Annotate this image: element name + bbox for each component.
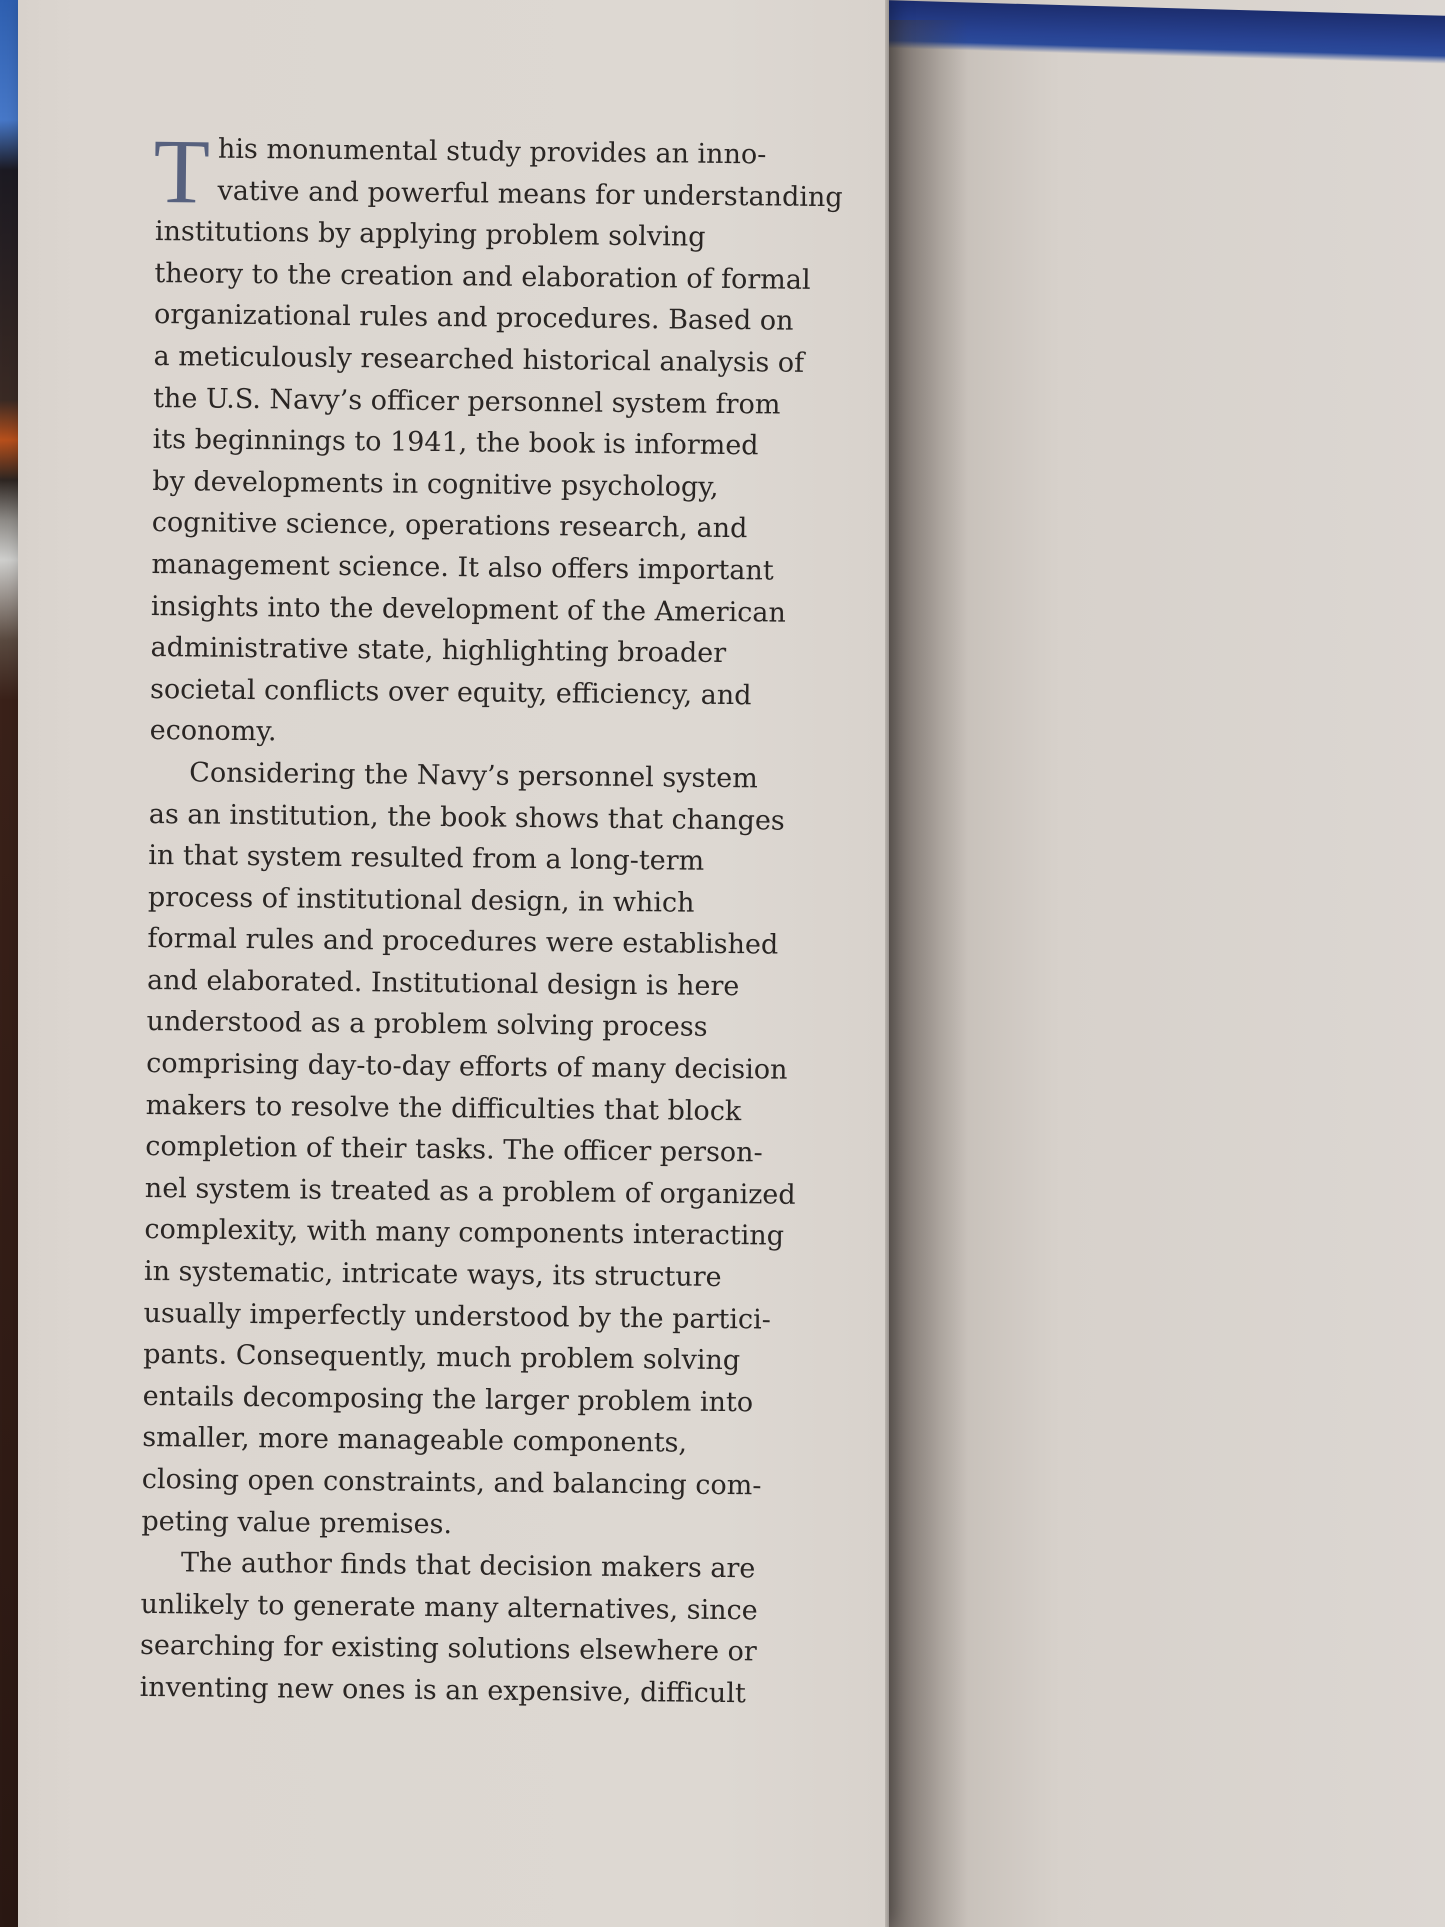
text-line: organizational rules and procedures. Based on <box>153 299 794 338</box>
text-line: complexity, with many components interacting <box>144 1214 785 1253</box>
text-line: inventing new ones is an expensive, difficult <box>139 1671 746 1710</box>
text-line: process of institutional design, in which <box>147 881 695 919</box>
drop-cap: T <box>153 119 211 223</box>
text-line: makers to resolve the difficulties that block <box>145 1089 742 1127</box>
text-line: nel system is treated as a problem of organized <box>144 1172 796 1211</box>
text-line: usually imperfectly understood by the partici- <box>143 1297 771 1336</box>
flap-text <box>139 119 843 1715</box>
text-line: searching for existing solutions elsewhere or <box>139 1630 757 1668</box>
text-line: Considering the Navy’s personnel system <box>189 757 758 795</box>
text-line: his monumental study provides an inno- <box>217 133 767 171</box>
text-line: formal rules and procedures were established <box>147 923 779 961</box>
text-line: management science. It also offers important <box>151 548 774 587</box>
paragraph-3 <box>139 1542 758 1714</box>
text-line: societal conflicts over equity, efficiency, and <box>149 673 752 711</box>
text-line: a meticulously researched historical analysis of <box>153 340 805 379</box>
text-line: theory to the creation and elaboration of formal <box>154 257 811 296</box>
paragraph-1 <box>149 119 843 758</box>
text-line: unlikely to generate many alternatives, since <box>140 1588 758 1627</box>
text-line: smaller, more manageable components, <box>142 1422 688 1460</box>
text-line: the U.S. Navy’s officer personnel system from <box>153 382 781 421</box>
text-line: understood as a problem solving process <box>146 1006 708 1044</box>
text-line: in that system resulted from a long-term <box>148 840 705 877</box>
flap-shadow <box>888 20 968 1927</box>
text-line: and elaborated. Institutional design is here <box>146 964 740 1003</box>
jacket-flap-edge <box>885 0 889 1927</box>
text-line: peting value premises. <box>141 1505 453 1540</box>
text-line: by developments in cognitive psychology, <box>152 465 719 503</box>
text-line: insights into the development of the American <box>150 590 787 629</box>
text-line: vative and powerful means for understanding <box>217 175 843 213</box>
text-line: in systematic, intricate ways, its structure <box>143 1255 722 1294</box>
text-line: economy. <box>149 715 277 748</box>
text-line: administrative state, highlighting broader <box>150 632 727 670</box>
text-line: cognitive science, operations research, and <box>151 507 748 545</box>
text-line: institutions by applying problem solving <box>154 216 706 253</box>
text-line: comprising day-to-day efforts of many decision <box>146 1048 788 1086</box>
text-line: completion of their tasks. The officer person- <box>145 1131 763 1169</box>
paragraph-2 <box>141 752 796 1548</box>
text-line: pants. Consequently, much problem solving <box>142 1339 741 1377</box>
text-line: entails decomposing the larger problem into <box>142 1380 754 1419</box>
text-line: The author finds that decision makers are <box>180 1547 756 1585</box>
text-line: closing open constraints, and balancing com- <box>141 1463 762 1502</box>
text-line: as an institution, the book shows that changes <box>148 798 785 837</box>
text-line: its beginnings to 1941, the book is informed <box>152 424 759 462</box>
